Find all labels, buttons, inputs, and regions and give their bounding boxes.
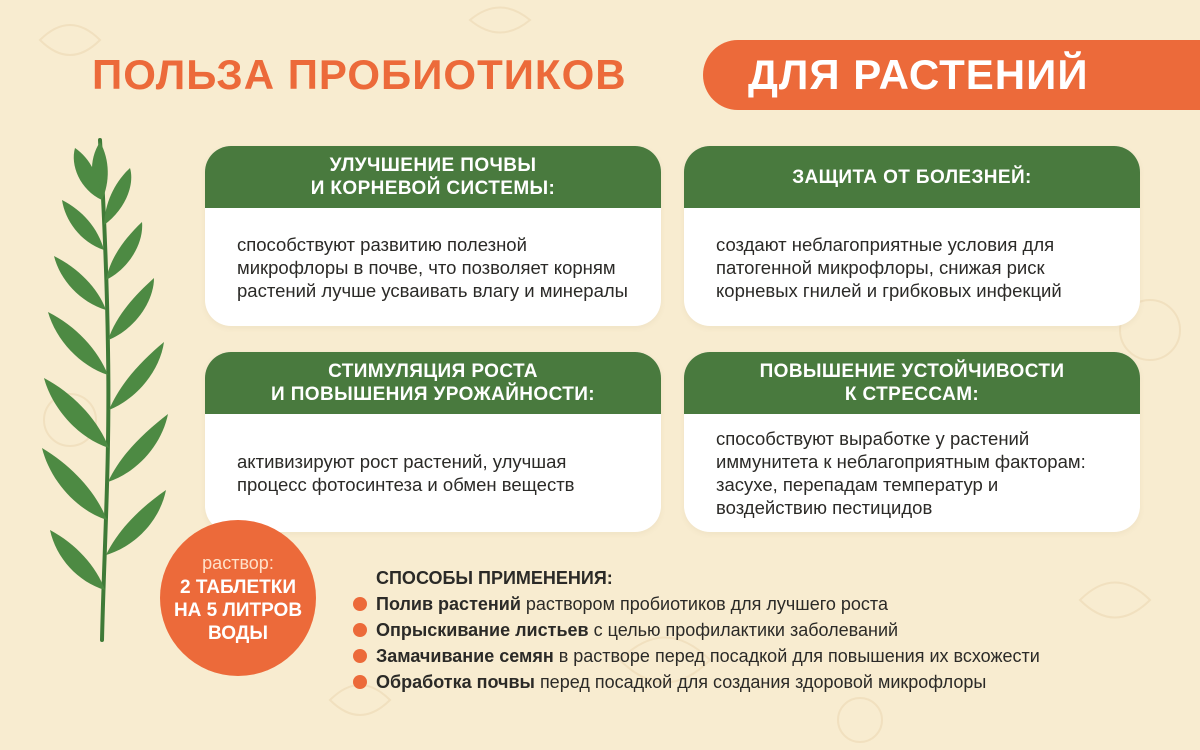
- bullet-dot-icon: [353, 649, 367, 663]
- page-title-right: ДЛЯ РАСТЕНИЙ: [748, 51, 1089, 98]
- usage-item-strong: Обработка почвы: [376, 672, 535, 692]
- bullet-dot-icon: [353, 675, 367, 689]
- usage-item-strong: Опрыскивание листьев: [376, 620, 589, 640]
- card-body: [205, 414, 661, 532]
- usage-item-soil-treatment: [352, 669, 1172, 695]
- usage-item-strong: Полив растений: [376, 594, 521, 614]
- solution-dose: 2 ТАБЛЕТКИ НА 5 ЛИТРОВ ВОДЫ: [173, 576, 303, 644]
- card-disease-protection: [684, 146, 1140, 326]
- card-heading-text: УЛУЧШЕНИЕ ПОЧВЫ И КОРНЕВОЙ СИСТЕМЫ:: [310, 155, 556, 199]
- card-text: способствуют развитию полезной микрофлоры в почве, что позволяет корням растений лучше усваивать влагу и минералы: [237, 233, 628, 301]
- card-soil-improvement: [205, 146, 661, 326]
- usage-item-watering: [352, 591, 1172, 617]
- usage-section: [352, 565, 1172, 695]
- usage-item-text: с целью профилактики заболеваний: [588, 620, 899, 640]
- usage-item-spraying: [352, 617, 1172, 643]
- card-heading: [684, 352, 1140, 414]
- card-body: [684, 414, 1140, 532]
- card-text: создают неблагоприятные условия для патогенной микрофлоры, снижая риск корневых гнилей и грибковых инфекций: [716, 233, 1062, 301]
- bullet-dot-icon: [353, 597, 367, 611]
- usage-item-text: в растворе перед посадкой для повышения их всхожести: [553, 646, 1040, 666]
- card-heading: [205, 352, 661, 414]
- card-text: способствуют выработке у растений иммунитета к неблагоприятным факторам: засухе, перепадам температур и воздействию пестицидов: [716, 428, 1086, 518]
- card-stress-resistance: [684, 352, 1140, 532]
- card-heading-text: ПОВЫШЕНИЕ УСТОЙЧИВОСТИ К СТРЕССАМ:: [759, 361, 1065, 405]
- card-heading: [684, 146, 1140, 208]
- card-growth-stimulation: [205, 352, 661, 532]
- card-body: [684, 208, 1140, 326]
- solution-label: раствор:: [202, 552, 274, 573]
- card-heading: [205, 146, 661, 208]
- card-heading-text: ЗАЩИТА ОТ БОЛЕЗНЕЙ:: [792, 166, 1032, 188]
- usage-title: СПОСОБЫ ПРИМЕНЕНИЯ:: [376, 568, 613, 588]
- card-heading-text: СТИМУЛЯЦИЯ РОСТА И ПОВЫШЕНИЯ УРОЖАЙНОСТИ:: [270, 361, 596, 405]
- card-body: [205, 208, 661, 326]
- bullet-dot-icon: [353, 623, 367, 637]
- page-title-left: ПОЛЬЗА ПРОБИОТИКОВ: [92, 51, 627, 98]
- usage-item-text: раствором пробиотиков для лучшего роста: [520, 594, 888, 614]
- solution-dose-badge: [160, 520, 316, 676]
- usage-item-strong: Замачивание семян: [376, 646, 554, 666]
- card-text: активизируют рост растений, улучшая процесс фотосинтеза и обмен веществ: [237, 451, 575, 495]
- usage-item-text: перед посадкой для создания здоровой микрофлоры: [534, 672, 987, 692]
- usage-item-soaking: [352, 643, 1172, 669]
